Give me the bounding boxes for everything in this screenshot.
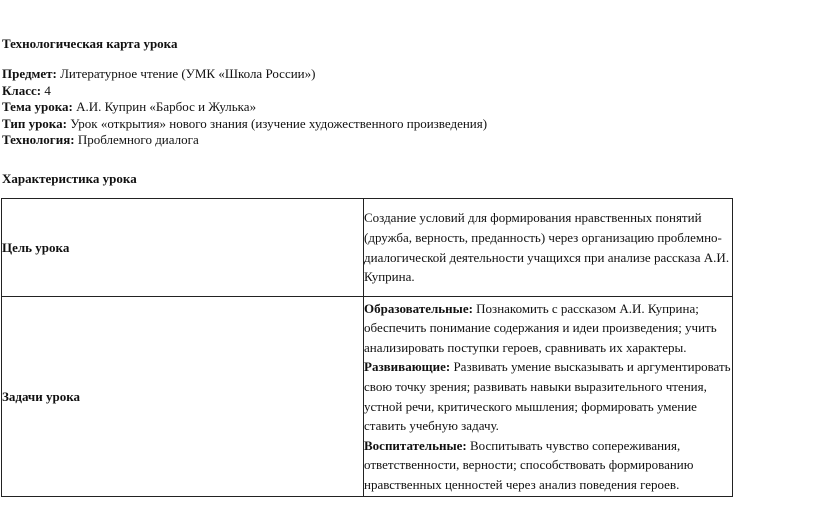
tasks-label: Задачи урока bbox=[2, 297, 364, 497]
meta-subject bbox=[2, 66, 487, 83]
meta-lesson-type-value: Урок «открытия» нового знания (изучение художественного произведения) bbox=[66, 115, 488, 131]
meta-subject-key: Предмет: bbox=[2, 66, 57, 81]
task-developmental-text: Развивать умение высказывать и аргументировать свою точку зрения; развивать навыки выразительного чтения, устной речи, критического мышления; формировать умение ставить учебную задачу. bbox=[364, 359, 731, 434]
task-developmental-key: Развивающие: bbox=[364, 359, 451, 375]
task-educational-key: Образовательные: bbox=[364, 300, 473, 316]
table-row-tasks bbox=[2, 297, 733, 497]
document-title: Технологическая карта урока bbox=[2, 36, 178, 51]
table-row-goal bbox=[2, 199, 733, 297]
meta-lesson-type-key: Тип урока: bbox=[2, 115, 67, 131]
goal-label: Цель урока bbox=[2, 199, 364, 297]
tasks-content bbox=[364, 297, 733, 497]
goal-text: Создание условий для формирования нравственных понятий (дружба, верность, преданность) через организацию проблемно-диалогической деятельности учащихся при анализе рассказа А.И. Куприна. bbox=[364, 199, 733, 297]
meta-grade-key: Класс: bbox=[2, 82, 42, 98]
meta-technology-value: Проблемного диалога bbox=[74, 132, 199, 147]
meta-topic-key: Тема урока: bbox=[2, 99, 73, 114]
task-upbringing-key: Воспитательные: bbox=[364, 437, 467, 453]
task-educational-text: Познакомить с рассказом А.И. Куприна; обеспечить понимание содержания и идеи произведения; учить анализировать поступки героев, сравнивать их характеры. bbox=[364, 300, 717, 355]
lesson-metadata bbox=[2, 66, 487, 149]
meta-topic-value: А.И. Куприн «Барбос и Жулька» bbox=[72, 99, 257, 114]
meta-technology-key: Технология: bbox=[2, 132, 75, 147]
lesson-characteristics-table bbox=[1, 198, 733, 497]
task-upbringing-text: Воспитывать чувство сопереживания, ответственности, верности; способствовать формированию нравственных ценностей через анализ поведения героев. bbox=[364, 437, 694, 492]
section-title: Характеристика урока bbox=[2, 171, 137, 186]
task-upbringing bbox=[364, 436, 732, 495]
meta-topic bbox=[2, 99, 487, 116]
meta-lesson-type bbox=[2, 116, 487, 133]
meta-grade bbox=[2, 83, 487, 100]
task-developmental bbox=[364, 357, 732, 435]
meta-technology bbox=[2, 132, 487, 149]
task-educational bbox=[364, 299, 732, 358]
meta-grade-value: 4 bbox=[41, 82, 51, 98]
meta-subject-value: Литературное чтение (УМК «Школа России») bbox=[56, 66, 316, 81]
